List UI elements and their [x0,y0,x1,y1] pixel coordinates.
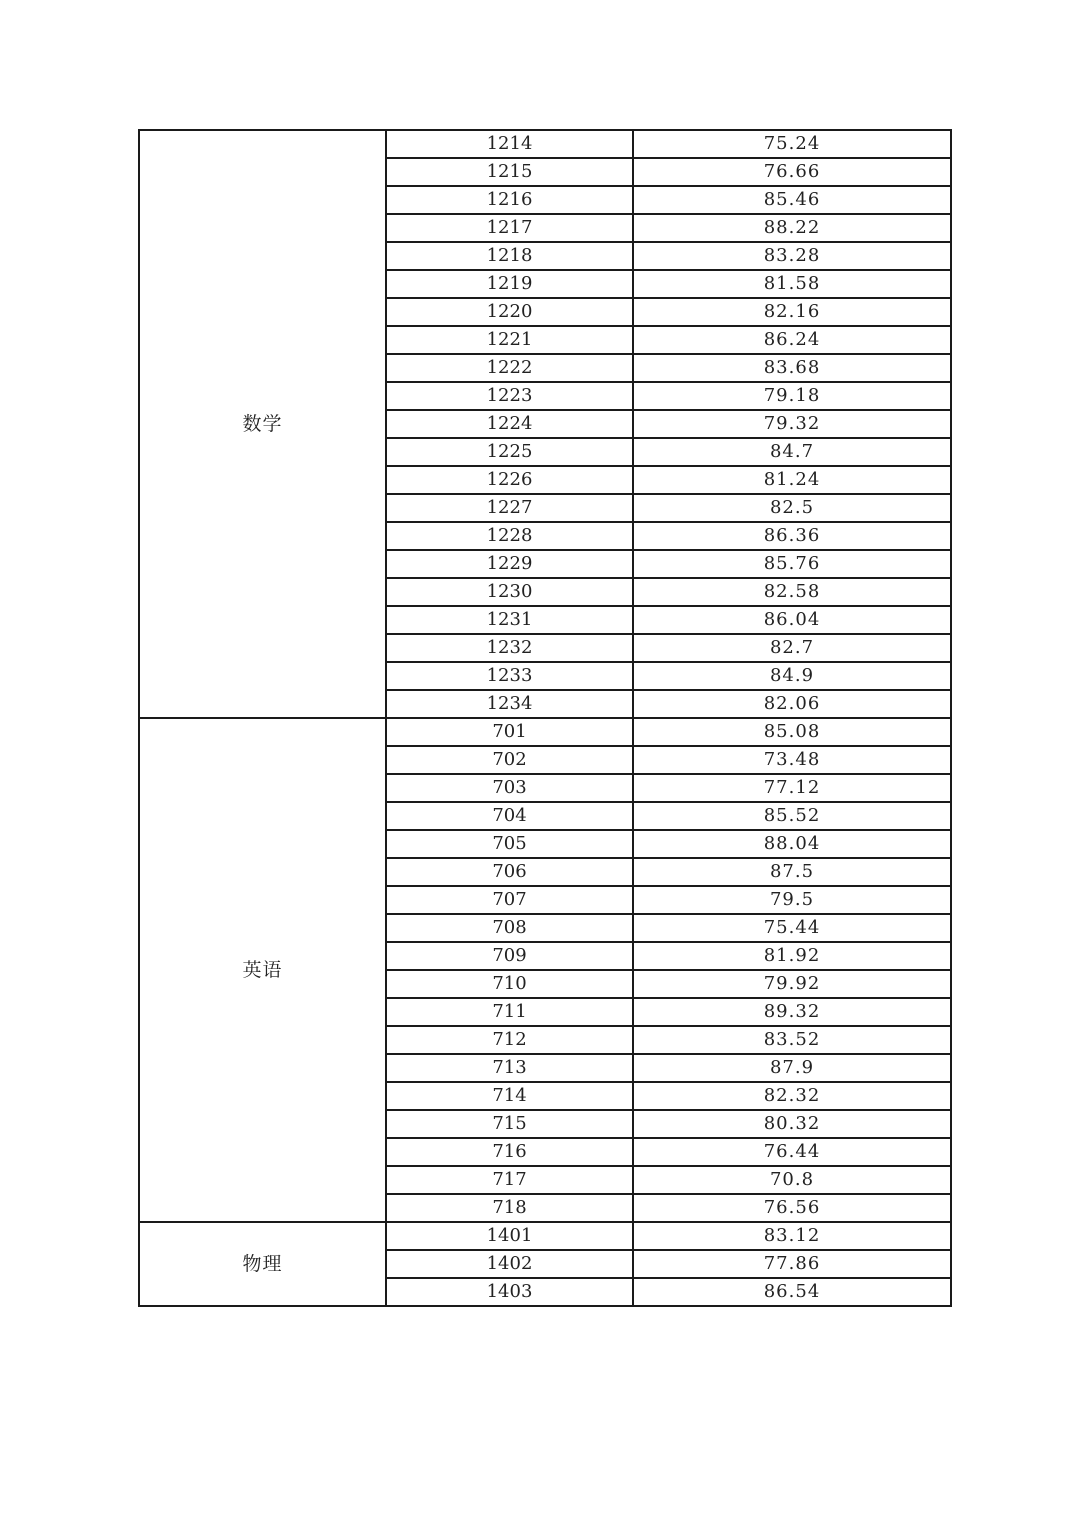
subject-cell: 物理 [139,1222,386,1306]
id-cell: 716 [386,1138,633,1166]
score-cell: 84.7 [633,438,951,466]
score-cell: 79.92 [633,970,951,998]
id-cell: 705 [386,830,633,858]
id-cell: 1402 [386,1250,633,1278]
subject-cell: 英语 [139,718,386,1222]
score-cell: 82.16 [633,298,951,326]
id-cell: 703 [386,774,633,802]
id-cell: 1222 [386,354,633,382]
score-cell: 88.22 [633,214,951,242]
id-cell: 708 [386,914,633,942]
id-cell: 701 [386,718,633,746]
id-cell: 1218 [386,242,633,270]
score-cell: 77.12 [633,774,951,802]
table-row [139,130,951,158]
score-cell: 89.32 [633,998,951,1026]
score-cell: 82.06 [633,690,951,718]
id-cell: 1220 [386,298,633,326]
id-cell: 718 [386,1194,633,1222]
score-cell: 85.52 [633,802,951,830]
score-cell: 87.5 [633,858,951,886]
score-cell: 76.44 [633,1138,951,1166]
table-row [139,718,951,746]
id-cell: 1232 [386,634,633,662]
score-cell: 75.24 [633,130,951,158]
score-cell: 87.9 [633,1054,951,1082]
score-cell: 79.18 [633,382,951,410]
id-cell: 1221 [386,326,633,354]
id-cell: 704 [386,802,633,830]
score-cell: 76.66 [633,158,951,186]
score-cell: 77.86 [633,1250,951,1278]
score-cell: 82.5 [633,494,951,522]
score-cell: 82.58 [633,578,951,606]
id-cell: 713 [386,1054,633,1082]
id-cell: 1227 [386,494,633,522]
score-cell: 81.24 [633,466,951,494]
id-cell: 706 [386,858,633,886]
id-cell: 709 [386,942,633,970]
id-cell: 1401 [386,1222,633,1250]
score-cell: 83.28 [633,242,951,270]
id-cell: 715 [386,1110,633,1138]
id-cell: 712 [386,1026,633,1054]
id-cell: 1233 [386,662,633,690]
id-cell: 1219 [386,270,633,298]
id-cell: 1230 [386,578,633,606]
score-cell: 83.52 [633,1026,951,1054]
id-cell: 711 [386,998,633,1026]
id-cell: 1229 [386,550,633,578]
score-cell: 76.56 [633,1194,951,1222]
id-cell: 1225 [386,438,633,466]
id-cell: 1224 [386,410,633,438]
score-cell: 88.04 [633,830,951,858]
id-cell: 1403 [386,1278,633,1306]
id-cell: 717 [386,1166,633,1194]
score-cell: 81.92 [633,942,951,970]
score-table [138,129,952,1307]
score-cell: 79.32 [633,410,951,438]
id-cell: 710 [386,970,633,998]
id-cell: 1214 [386,130,633,158]
id-cell: 707 [386,886,633,914]
score-cell: 80.32 [633,1110,951,1138]
score-cell: 86.54 [633,1278,951,1306]
score-cell: 85.76 [633,550,951,578]
id-cell: 1223 [386,382,633,410]
score-table-body [139,130,951,1306]
id-cell: 1216 [386,186,633,214]
score-cell: 84.9 [633,662,951,690]
score-cell: 73.48 [633,746,951,774]
score-cell: 81.58 [633,270,951,298]
score-cell: 70.8 [633,1166,951,1194]
score-cell: 86.36 [633,522,951,550]
score-cell: 85.46 [633,186,951,214]
score-cell: 86.04 [633,606,951,634]
score-cell: 82.32 [633,1082,951,1110]
score-cell: 86.24 [633,326,951,354]
id-cell: 1226 [386,466,633,494]
id-cell: 1234 [386,690,633,718]
table-row [139,1222,951,1250]
score-cell: 83.12 [633,1222,951,1250]
subject-cell: 数学 [139,130,386,718]
score-cell: 82.7 [633,634,951,662]
score-cell: 79.5 [633,886,951,914]
id-cell: 702 [386,746,633,774]
score-cell: 75.44 [633,914,951,942]
id-cell: 1231 [386,606,633,634]
id-cell: 1217 [386,214,633,242]
id-cell: 714 [386,1082,633,1110]
id-cell: 1228 [386,522,633,550]
id-cell: 1215 [386,158,633,186]
score-cell: 83.68 [633,354,951,382]
score-cell: 85.08 [633,718,951,746]
